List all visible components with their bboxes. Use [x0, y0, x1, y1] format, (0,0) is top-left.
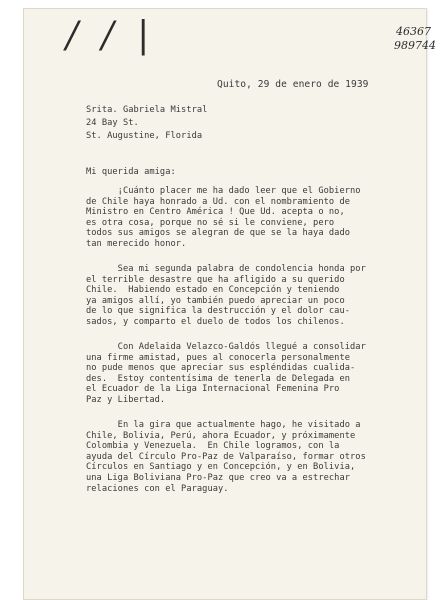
- paragraph-line: todos sus amigos se alegran de que se la haya dado: [86, 228, 351, 239]
- paragraph-line: Ministro en Centro América ! Que Ud. acepta o no,: [86, 207, 345, 218]
- paragraph-line: no pude menos que apreciar sus espléndidas cualida-: [86, 363, 356, 374]
- paragraph-line: el Ecuador de la Liga Internacional Femenina Pro: [86, 384, 340, 395]
- paragraph-line: Sea mi segunda palabra de condolencia honda por: [86, 264, 366, 274]
- greeting: Mi querida amiga:: [86, 167, 176, 177]
- paragraph-line: ya amigos allí, yo también puedo apreciar un poco: [86, 295, 345, 306]
- paragraph-line: de Chile haya honrado a Ud. con el nombramiento de: [86, 196, 351, 207]
- paragraph-line: una Liga Boliviana Pro-Paz que creo va a estrechar: [86, 473, 351, 483]
- paragraph-line: En la gira que actualmente hago, he visitado a: [86, 420, 361, 430]
- address-line: Srita. Gabriela Mistral: [86, 105, 208, 115]
- paragraph-line: Chile, Bolivia, Perú, ahora Ecuador, y próximamente: [86, 430, 356, 441]
- paragraph-line: des. Estoy contentísima de tenerla de Delegada en: [86, 373, 351, 384]
- paragraph-line: es otra cosa, porque no sé si le conviene, pero: [86, 217, 335, 228]
- paragraph-line: Chile. Habiendo estado en Concepción y teniendo: [86, 285, 340, 296]
- paragraph-line: Con Adelaida Velazco-Galdós llegué a consolidar: [86, 342, 366, 352]
- paragraph-line: Círculos en Santiago y en Concepción, y en Bolivia,: [86, 462, 356, 473]
- archive-number-secondary: 989744: [394, 39, 436, 52]
- paragraph-line: ayuda del Círculo Pro-Paz de Valparaíso, formar otros: [86, 451, 366, 462]
- letter-page: [23, 8, 436, 600]
- paragraph-line: Colombia y Venezuela. En Chile logramos, con la: [86, 441, 340, 452]
- paragraph-line: relaciones con el Paraguay.: [86, 483, 229, 494]
- paragraph-line: una firme amistad, pues al conocerla personalmente: [86, 352, 351, 363]
- paragraph-line: el terrible desastre que ha afligido a su querido: [86, 274, 345, 285]
- paragraph-line: Paz y Libertad.: [86, 395, 166, 405]
- paragraph-line: de lo que significa la destrucción y el dolor cau-: [86, 306, 351, 317]
- address-line: St. Augustine, Florida: [86, 131, 203, 141]
- address-line: 24 Bay St.: [86, 118, 139, 128]
- paragraph-line: ¡Cuánto placer me ha dado leer que el Gobierno: [86, 186, 361, 196]
- letter-date: Quito, 29 de enero de 1939: [217, 79, 369, 90]
- paragraph-line: tan merecido honor.: [86, 239, 187, 249]
- archive-number: 46367: [396, 25, 431, 38]
- paragraph-line: sados, y comparto el duelo de todos los chilenos.: [86, 317, 345, 327]
- handwritten-mark: / / |: [66, 15, 156, 56]
